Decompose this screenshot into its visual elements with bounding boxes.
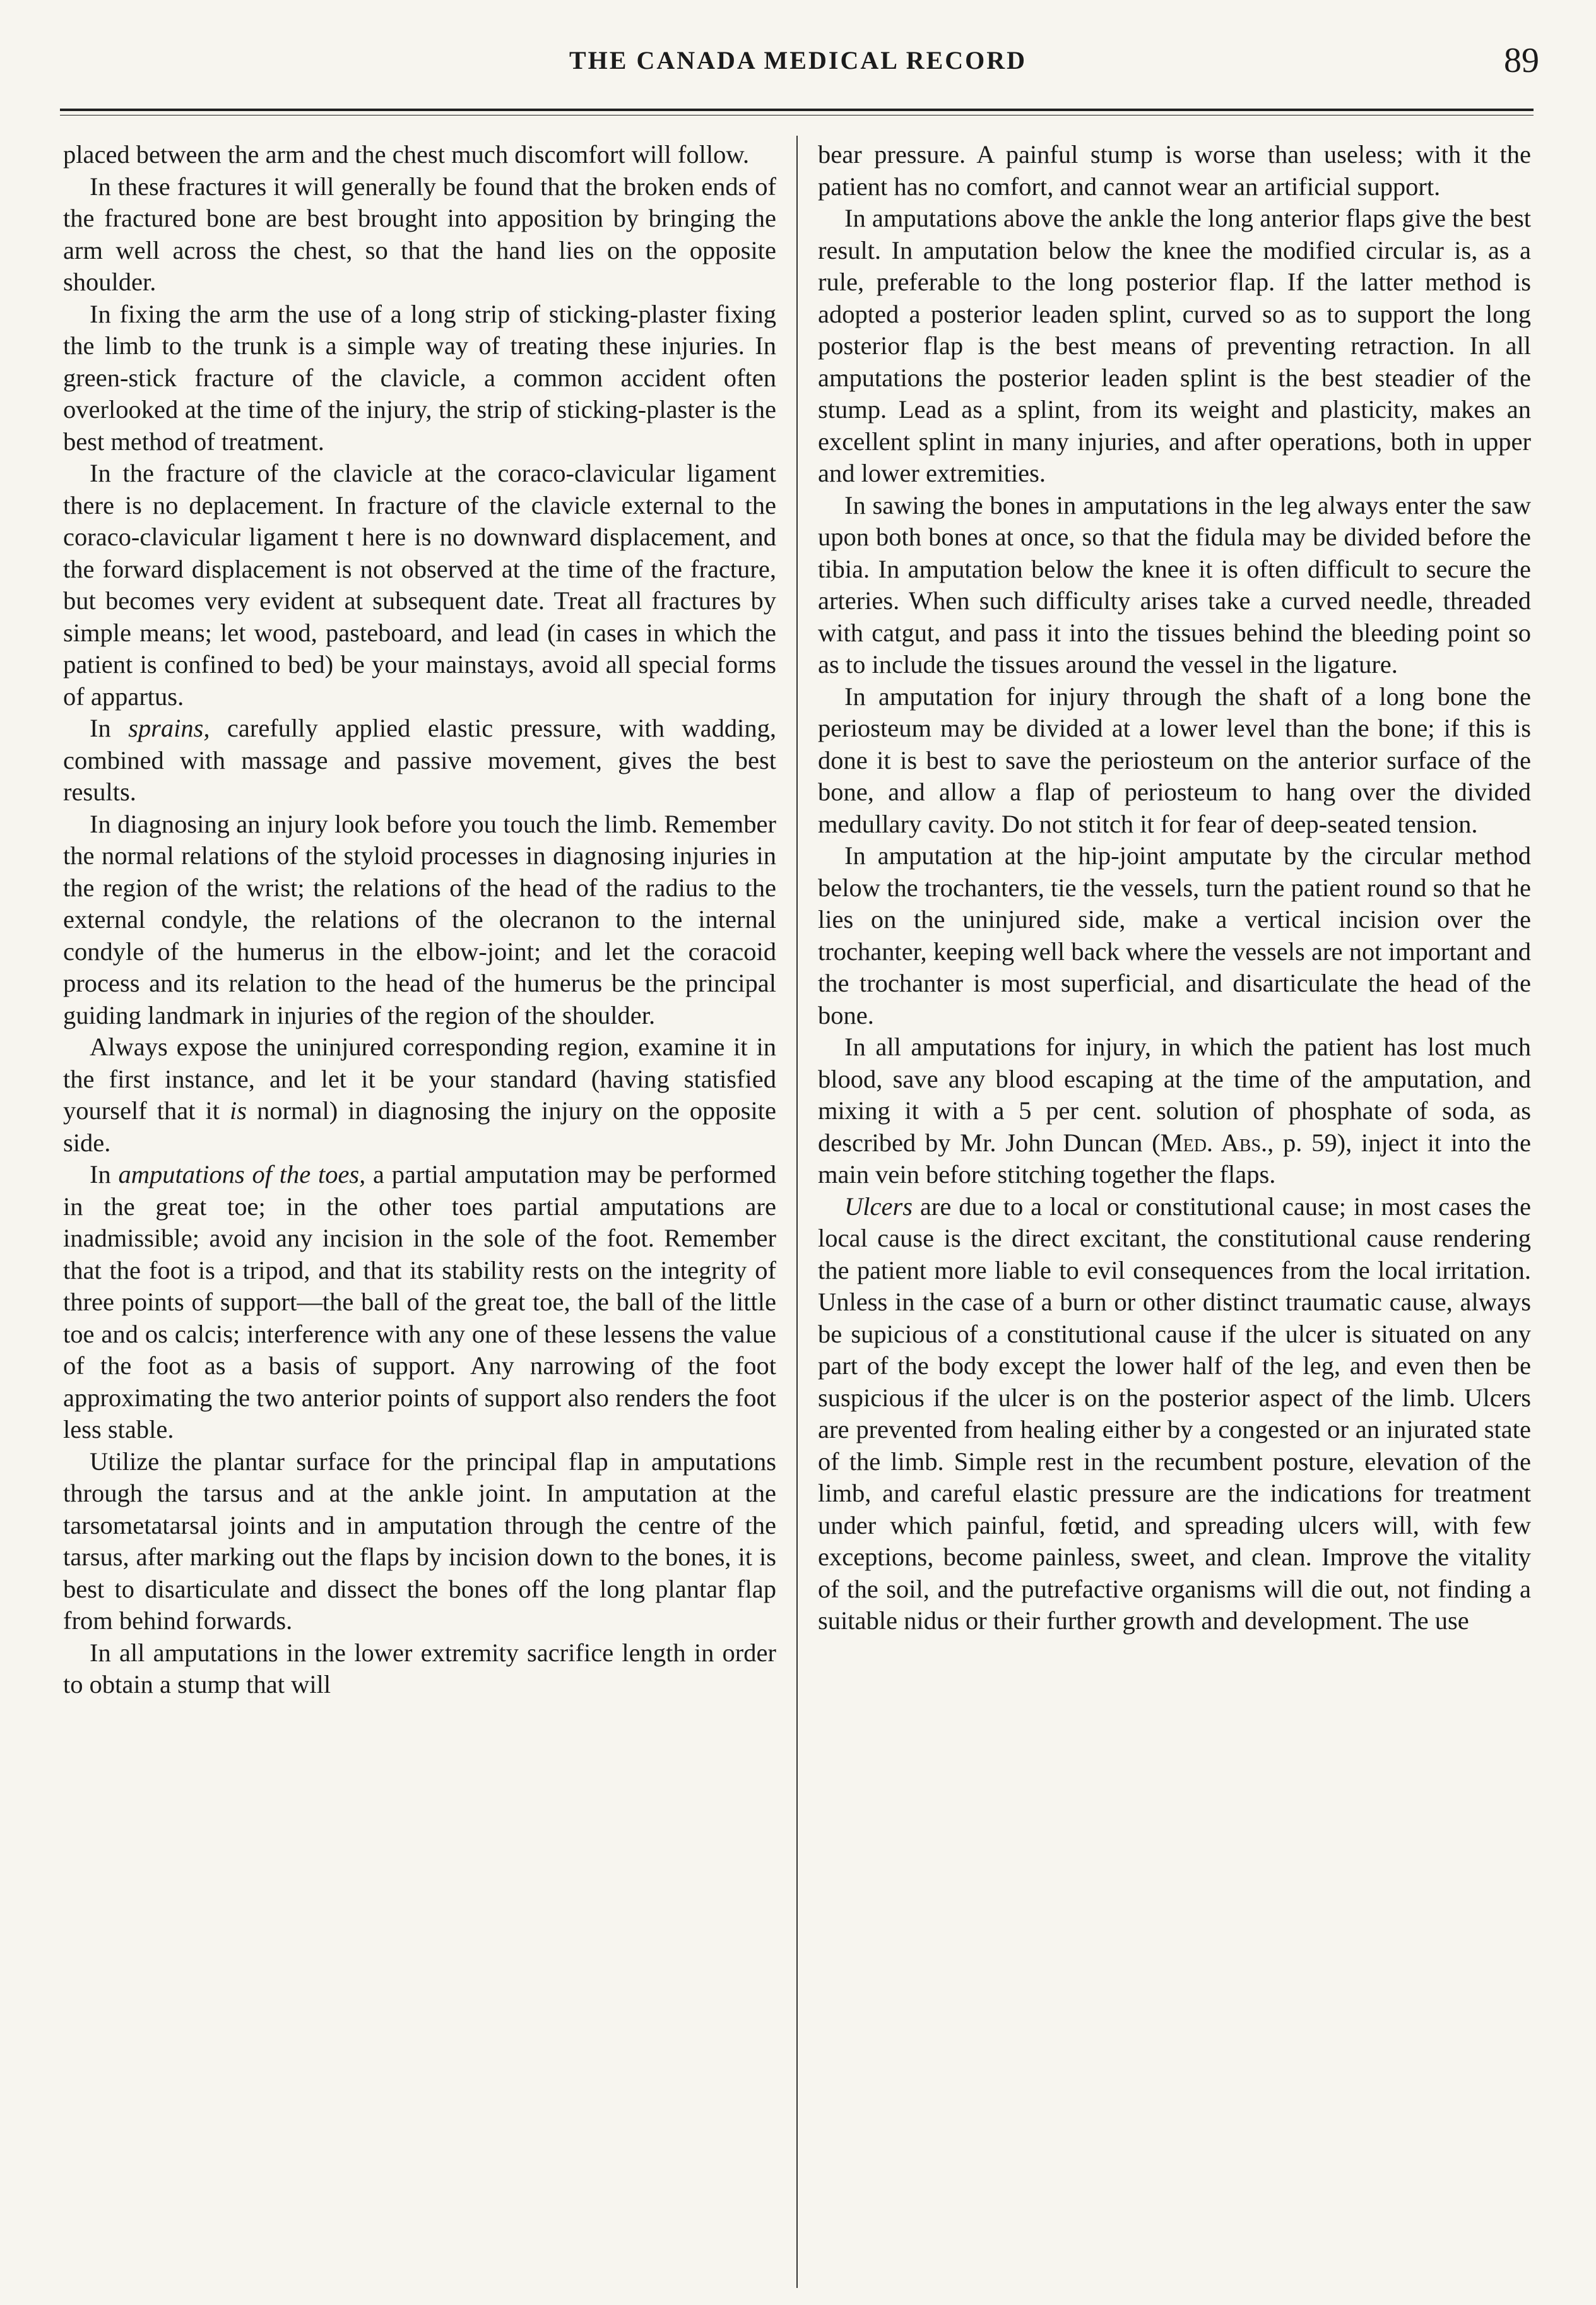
paragraph [63, 713, 776, 809]
right-column [818, 139, 1531, 1637]
text-run: Always expose the uninjured corresponding region, examine it in the first instance, and let it be your standard (having statisfied yourself that it [63, 1033, 776, 1125]
header-rule [60, 109, 1534, 116]
paragraph: bear pressure. A painful stump is worse than useless; with it the patient has no comfort, and cannot wear an artificial support. [818, 140, 1531, 201]
paragraph [63, 1031, 776, 1159]
paragraph: In amputations above the ankle the long anterior flaps give the best result. In amputation below the knee the modified circular is, as a rule, preferable to the long posterior flap. If the latter method is adopted a posterior leaden splint, curved so as to support the long posterior flap is the best means of preventing retraction. In all amputations the posterior leaden splint is the best steadier of the stump. Lead as a splint, from its weight and plasticity, makes an excellent splint in many injuries, and after operations, both in upper and lower extremities. [818, 204, 1531, 487]
italic-term: sprains, [128, 714, 210, 742]
paragraph: In these fractures it will generally be found that the broken ends of the fractured bone are best brought into apposition by bringing the arm well across the chest, so that the hand lies on the opposite shoulder. [63, 172, 776, 296]
text-run: In [90, 714, 129, 742]
paragraph [818, 1191, 1531, 1637]
paragraph: Utilize the plantar surface for the principal flap in amputations through the tarsus and at the ankle joint. In amputation at the tarsometatarsal joints and in amputation through the centre of the tarsus, after marking out the flaps by incision down to the bones, it is best to disarticulate and dissect the bones off the long plantar flap from behind forwards. [63, 1447, 776, 1635]
page-number: 89 [1504, 41, 1539, 80]
running-title: THE CANADA MEDICAL RECORD [569, 46, 1027, 74]
paragraph [63, 1159, 776, 1446]
page-header [0, 41, 1596, 102]
paragraph: In diagnosing an injury look before you touch the limb. Remember the normal relations of the styloid processes in diagnosing injuries in the region of the wrist; the relations of the head of the radius to the external condyle, the relations of the olecranon to the internal condyle of the humerus in the elbow-joint; and let the coracoid process and its relation to the head of the humerus be the principal guiding landmark in injuries of the region of the shoulder. [63, 809, 776, 1029]
column-divider [796, 136, 798, 2288]
text-run: are due to a local or constitutional cause; in most cases the local cause is the direct excitant, the constitutional cause rendering the patient more liable to evil consequences from the local irritation. Unless in the case of a burn or other distinct traumatic cause, always be supicious of a constitutional cause if the ulcer is situated on any part of the body except the lower half of the leg, and even then be suspicious if the ulcer is on the posterior aspect of the limb. Ulcers are prevented from healing either by a congested or an injurated state of the limb. Simple rest in the recumbent posture, elevation of the limb, and careful elastic pressure are the indications for treatment under which painful, fœtid, and spreading ulcers will, with few exceptions, become painless, sweet, and clean. Improve the vitality of the soil, and the putrefactive organisms will die out, not finding a suitable nidus or their further growth and development. The use [818, 1192, 1531, 1635]
left-column [63, 139, 776, 1701]
paragraph: In amputation for injury through the shaft of a long bone the periosteum may be divided at a lower level than the bone; if this is done it is best to save the periosteum on the anterior surface of the bone, and allow a flap of periosteum to hang over the divided medullary cavity. Do not stitch it for fear of deep-seated tension. [818, 682, 1531, 838]
paragraph: In all amputations in the lower extremity sacrifice length in order to obtain a stump that will [63, 1638, 776, 1698]
text-run: normal) in diagnosing the injury on the opposite side. [63, 1096, 777, 1157]
citation-abbrev: Med. Abs. [1160, 1128, 1268, 1157]
paragraph: placed between the arm and the chest much discomfort will follow. [63, 140, 750, 169]
italic-term: is [230, 1096, 247, 1125]
text-run: a partial amputation may be performed in the great toe; in the other toes partial amputations are inadmissible; avoid any incision in the sole of the foot. Remember that the foot is a tripod, and that its stability rests on the integrity of three points of support—the ball of the great toe, the ball of the little toe and os calcis; interference with any one of these lessens the value of the foot as a basis of support. Any narrowing of the foot approximating the two anterior points of support also renders the foot less stable. [63, 1160, 776, 1443]
text-run: , p. 59), inject it into the main vein before stitching together the flaps. [818, 1128, 1531, 1188]
text-run: In [90, 1160, 119, 1188]
paragraph: In fixing the arm the use of a long strip of sticking-plaster fixing the limb to the trunk is a simple way of treating these injuries. In green-stick fracture of the clavicle, a common accident often overlooked at the time of the injury, the strip of sticking-plaster is the best method of treatment. [63, 299, 776, 456]
paragraph: In the fracture of the clavicle at the coraco-clavicular ligament there is no deplacement. In fracture of the clavicle external to the coraco-clavicular ligament t here is no downward displacement, and the forward displacement is not observed at the time of the fracture, but becomes very evident at subsequent date. Treat all fractures by simple means; let wood, pasteboard, and lead (in cases in which the patient is confined to bed) be your mainstays, avoid all special forms of appartus. [63, 459, 776, 711]
text-run: carefully applied elastic pressure, with wadding, combined with massage and passive movement, gives the best results. [63, 714, 776, 806]
italic-term: Ulcers [844, 1192, 913, 1221]
paragraph: In amputation at the hip-joint amputate by the circular method below the trochanters, tie the vessels, turn the patient round so that he lies on the uninjured side, make a vertical incision over the trochanter, keeping well back where the vessels are not important and the trochanter is most superficial, and disarticulate the head of the bone. [818, 841, 1531, 1029]
paragraph [818, 1031, 1531, 1191]
text-run: In all amputations for injury, in which the patient has lost much blood, save any blood escaping at the time of the amputation, and mixing it with a 5 per cent. solution of phosphate of soda, as described by Mr. John Duncan ( [818, 1033, 1531, 1157]
italic-term: amputations of the toes, [118, 1160, 366, 1188]
paragraph: In sawing the bones in amputations in the leg always enter the saw upon both bones at once, so that the fidula may be divided before the tibia. In amputation below the knee it is often difficult to secure the arteries. When such difficulty arises take a curved needle, threaded with catgut, and pass it into the tissues behind the bleeding point so as to include the tissues around the vessel in the ligature. [818, 490, 1531, 678]
